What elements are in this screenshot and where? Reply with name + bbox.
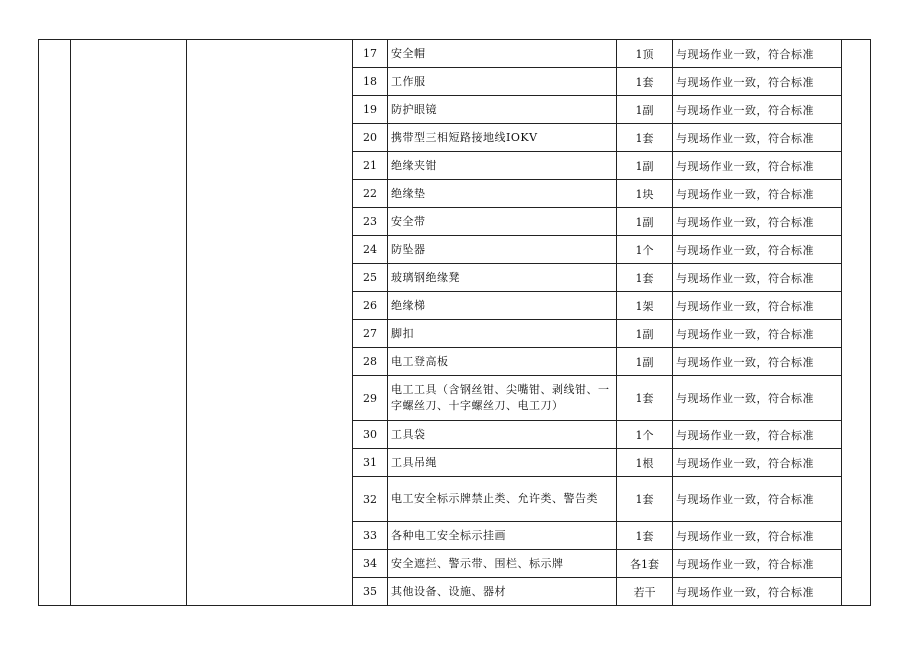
item-quantity: 各1套 (617, 550, 673, 578)
item-remark: 与现场作业一致，符合标准 (673, 152, 842, 180)
item-quantity: 1根 (617, 449, 673, 477)
row-number: 33 (353, 522, 388, 550)
item-name: 工具吊绳 (388, 449, 617, 477)
item-name: 工具袋 (388, 421, 617, 449)
row-number: 30 (353, 421, 388, 449)
row-number: 20 (353, 124, 388, 152)
row-number: 24 (353, 236, 388, 264)
blank-column-1 (39, 40, 71, 606)
row-number: 22 (353, 180, 388, 208)
item-name: 电工登高板 (388, 348, 617, 376)
item-remark: 与现场作业一致，符合标准 (673, 320, 842, 348)
item-quantity: 1顶 (617, 40, 673, 68)
row-number: 27 (353, 320, 388, 348)
item-name: 绝缘夹钳 (388, 152, 617, 180)
item-quantity: 1套 (617, 264, 673, 292)
row-number: 31 (353, 449, 388, 477)
row-number: 23 (353, 208, 388, 236)
row-number: 28 (353, 348, 388, 376)
item-remark: 与现场作业一致，符合标准 (673, 124, 842, 152)
item-remark: 与现场作业一致，符合标准 (673, 578, 842, 606)
item-remark: 与现场作业一致，符合标准 (673, 68, 842, 96)
row-number: 35 (353, 578, 388, 606)
item-remark: 与现场作业一致，符合标准 (673, 96, 842, 124)
blank-column-2 (71, 40, 187, 606)
row-number: 25 (353, 264, 388, 292)
item-quantity: 1副 (617, 152, 673, 180)
item-quantity: 1个 (617, 236, 673, 264)
equipment-table (38, 39, 871, 606)
row-number: 26 (353, 292, 388, 320)
item-remark: 与现场作业一致，符合标准 (673, 421, 842, 449)
row-number: 32 (353, 477, 388, 522)
item-remark: 与现场作业一致，符合标准 (673, 292, 842, 320)
item-remark: 与现场作业一致，符合标准 (673, 348, 842, 376)
item-remark: 与现场作业一致，符合标准 (673, 208, 842, 236)
item-quantity: 1副 (617, 208, 673, 236)
item-remark: 与现场作业一致，符合标准 (673, 236, 842, 264)
item-quantity: 1副 (617, 348, 673, 376)
item-quantity: 1套 (617, 522, 673, 550)
table-body (39, 40, 871, 606)
item-remark: 与现场作业一致，符合标准 (673, 40, 842, 68)
item-remark: 与现场作业一致，符合标准 (673, 477, 842, 522)
item-quantity: 1副 (617, 320, 673, 348)
row-number: 17 (353, 40, 388, 68)
item-quantity: 1套 (617, 68, 673, 96)
item-name: 携带型三相短路接地线IOKV (388, 124, 617, 152)
item-quantity: 1块 (617, 180, 673, 208)
item-name: 安全遮拦、警示带、围栏、标示牌 (388, 550, 617, 578)
blank-column-last (842, 40, 871, 606)
item-name: 电工工具（含钢丝钳、尖嘴钳、剥线钳、一字螺丝刀、十字螺丝刀、电工刀） (388, 376, 617, 421)
row-number: 21 (353, 152, 388, 180)
item-name: 安全带 (388, 208, 617, 236)
row-number: 29 (353, 376, 388, 421)
item-name: 工作服 (388, 68, 617, 96)
item-quantity: 1架 (617, 292, 673, 320)
item-remark: 与现场作业一致，符合标准 (673, 522, 842, 550)
item-quantity: 若干 (617, 578, 673, 606)
item-remark: 与现场作业一致，符合标准 (673, 550, 842, 578)
row-number: 34 (353, 550, 388, 578)
blank-column-3 (187, 40, 353, 606)
item-remark: 与现场作业一致，符合标准 (673, 449, 842, 477)
item-name: 各种电工安全标示挂画 (388, 522, 617, 550)
item-name: 绝缘梯 (388, 292, 617, 320)
item-name: 安全帽 (388, 40, 617, 68)
item-quantity: 1套 (617, 376, 673, 421)
row-number: 18 (353, 68, 388, 96)
item-quantity: 1套 (617, 124, 673, 152)
item-name: 绝缘垫 (388, 180, 617, 208)
item-remark: 与现场作业一致，符合标准 (673, 264, 842, 292)
item-quantity: 1套 (617, 477, 673, 522)
item-name: 其他设备、设施、器材 (388, 578, 617, 606)
item-name: 电工安全标示牌禁止类、允许类、警告类 (388, 477, 617, 522)
item-name: 玻璃钢绝缘凳 (388, 264, 617, 292)
item-quantity: 1个 (617, 421, 673, 449)
item-remark: 与现场作业一致，符合标准 (673, 376, 842, 421)
item-name: 脚扣 (388, 320, 617, 348)
item-name: 防护眼镜 (388, 96, 617, 124)
row-number: 19 (353, 96, 388, 124)
item-quantity: 1副 (617, 96, 673, 124)
item-remark: 与现场作业一致，符合标准 (673, 180, 842, 208)
table-row (39, 40, 871, 68)
item-name: 防坠器 (388, 236, 617, 264)
